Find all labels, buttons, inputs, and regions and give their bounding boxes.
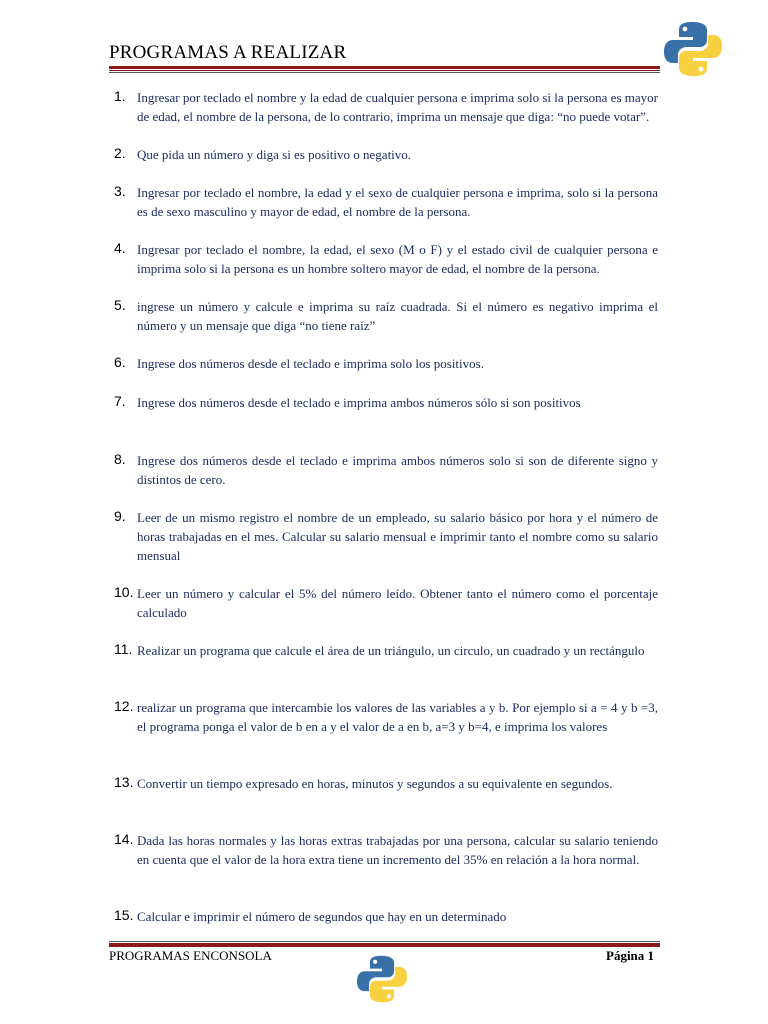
list-item: 3. Ingresar por teclado el nombre, la edad y el sexo de cualquier persona e imprima, solo si la persona es de sexo masculino y mayor de edad, el nombre de la persona. — [114, 183, 658, 219]
list-item: 9. Leer de un mismo registro el nombre de un empleado, su salario básico por hora y el número de horas trabajadas en el mes. Calcular su salario mensual e imprimir tanto el nombre como su salario mensual — [114, 508, 658, 563]
list-item: 8. Ingrese dos números desde el teclado e imprima ambos números solo si son de diferente signo y distintos de cero. — [114, 451, 658, 487]
list-item: 7. Ingrese dos números desde el teclado e imprima ambos números sólo si son positivos — [114, 393, 581, 410]
list-item: 11. Realizar un programa que calcule el área de un triángulo, un circulo, un cuadrado y un rectángulo — [114, 641, 645, 658]
list-item: 6. Ingrese dos números desde el teclado e imprima solo los positivos. — [114, 354, 484, 371]
list-item: 13. Convertir un tiempo expresado en horas, minutos y segundos a su equivalente en segundos. — [114, 774, 613, 791]
list-item: 10. Leer un número y calcular el 5% del número leído. Obtener tanto el número como el porcentaje calculado — [114, 584, 658, 620]
python-logo-icon — [663, 20, 723, 78]
footer-rule — [109, 940, 660, 947]
list-item: 4. Ingresar por teclado el nombre, la edad, el sexo (M o F) y el estado civil de cualquier persona e imprima solo si la persona es un hombre soltero mayor de edad, el nombre de la persona. — [114, 240, 658, 276]
python-logo-icon — [356, 954, 408, 1004]
list-item: 1. Ingresar por teclado el nombre y la edad de cualquier persona e imprima solo si la persona es mayor de edad, el nombre de la persona, de lo contrario, imprima un mensaje que diga: “no puede votar”. — [114, 88, 658, 124]
header-rule — [109, 66, 660, 73]
page-number: Página 1 — [606, 948, 655, 963]
list-item: 2. Que pida un número y diga si es positivo o negativo. — [114, 145, 412, 162]
footer-title: PROGRAMAS ENCONSOLA — [109, 948, 272, 963]
list-item: 5. ingrese un número y calcule e imprima su raíz cuadrada. Si el número es negativo imprima el número y un mensaje que diga “no tiene raíz” — [114, 297, 658, 333]
page-title: PROGRAMAS A REALIZAR — [109, 42, 347, 63]
list-item: 14. Dada las horas normales y las horas extras trabajadas por una persona, calcular su salario teniendo en cuenta que el valor de la hora extra tiene un incremento del 35% en relación a la hora normal. — [114, 831, 658, 867]
list-item: 15. Calcular e imprimir el número de segundos que hay en un determinado — [114, 907, 507, 924]
list-item: 12. realizar un programa que intercambie los valores de las variables a y b. Por ejemplo si a = 4 y b =3, el programa ponga el valor de b en a y el valor de a en b, a=3 y b=4, e imprima los valores — [114, 698, 658, 734]
